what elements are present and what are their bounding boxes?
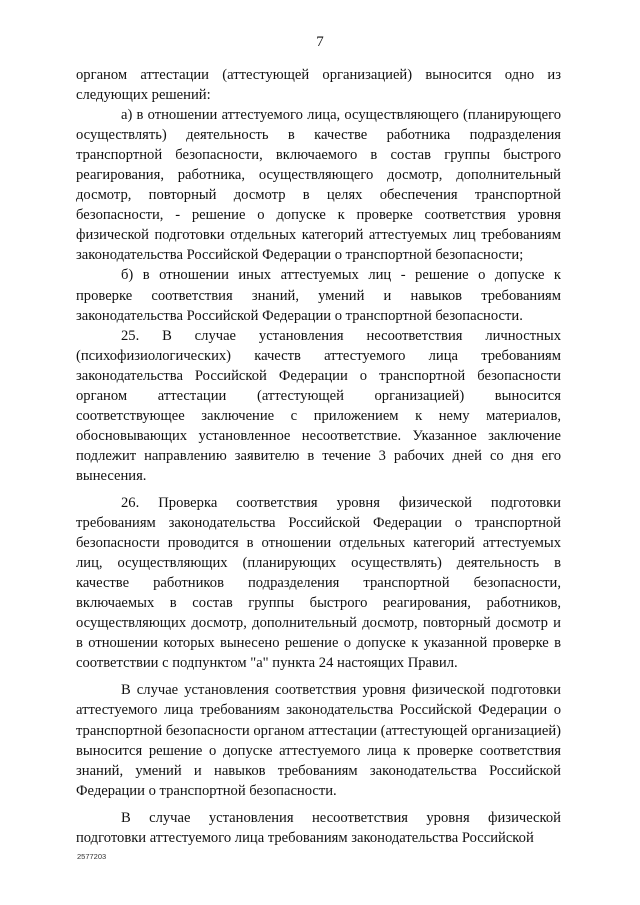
paragraph-item-26: 26. Проверка соответствия уровня физической подготовки требованиям законодательства Российской Федерации о транспортной безопасности проводится в отношении отдельных категорий аттестуемых лиц, осуществляющих (планирующих осуществлять) деятельность в качестве работников подразделения транспортной безопасности, включаемых в состав группы быстрого реагирования, работников, осуществляющих досмотр, дополнительный досмотр, повторный досмотр и в отношении которых вынесено решение о допуске к указанной проверке в соответствии с подпунктом "а" пункта 24 настоящих Правил.: [76, 494, 561, 672]
paragraph-conformity-case: В случае установления соответствия уровня физической подготовки аттестуемого лица требованиям законодательства Российской Федерации о транспортной безопасности органом аттестации (аттестующей организацией) выносится решение о допуске аттестуемого лица к проверке соответствия знаний, умений и навыков требованиям законодательства Российской Федерации о транспортной безопасности.: [76, 682, 561, 799]
footer-document-code: 2577203: [77, 852, 107, 861]
document-body: [76, 65, 561, 848]
paragraph-item-25: 25. В случае установления несоответствия личностных (психофизиологических) качеств аттестуемого лица требованиям законодательства Российской Федерации о транспортной безопасности органом аттестации (аттестующей организацией) выносится соответствующее заключение с приложением к нему материалов, обосновывающих установленное несоответствие. Указанное заключение подлежит направлению заявителю в течение 3 рабочих дней со дня его вынесения.: [76, 327, 561, 484]
page-number: 7: [316, 34, 324, 50]
paragraph-nonconformity-case: В случае установления несоответствия уровня физической подготовки аттестуемого лица требованиям законодательства Российской: [76, 809, 561, 846]
paragraph-subitem-a: а) в отношении аттестуемого лица, осуществляющего (планирующего осуществлять) деятельность в качестве работника подразделения транспортной безопасности, включаемого в состав группы быстрого реагирования, работника, осуществляющего досмотр, дополнительный досмотр, повторный досмотр в целях обеспечения транспортной безопасности, - решение о допуске к проверке соответствия уровня физической подготовки отдельных категорий аттестуемых лиц требованиям законодательства Российской Федерации о транспортной безопасности;: [76, 107, 561, 264]
paragraph-decision-intro: органом аттестации (аттестующей организацией) выносится одно из следующих решений:: [76, 67, 561, 104]
paragraph-subitem-b: б) в отношении иных аттестуемых лиц - решение о допуске к проверке соответствия знаний, умений и навыков требованиям законодательства Российской Федерации о транспортной безопасности.: [76, 267, 561, 324]
